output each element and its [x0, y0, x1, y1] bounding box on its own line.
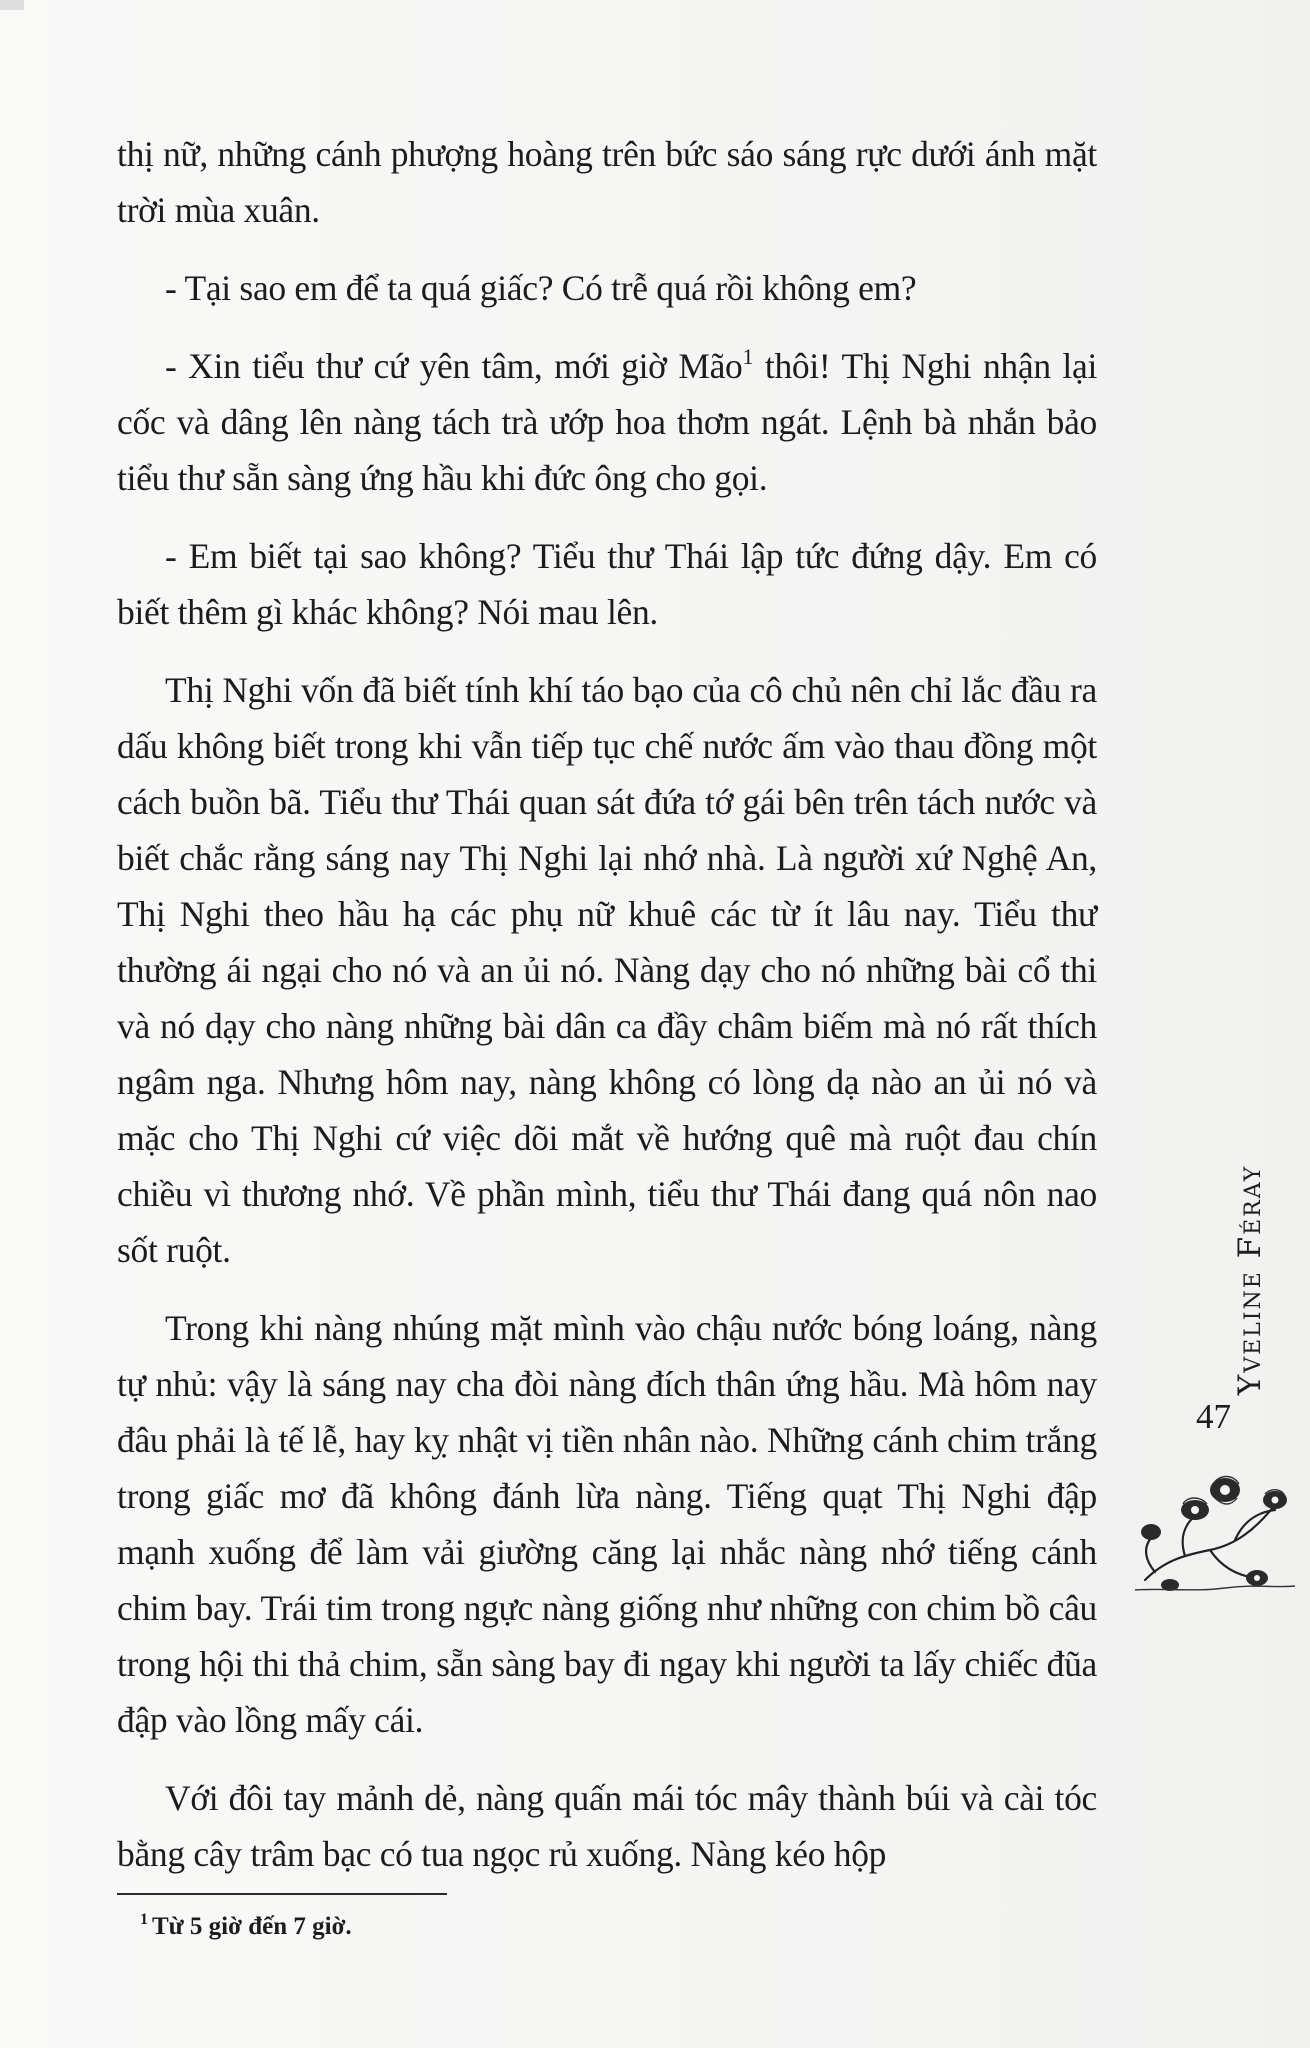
paragraph-5: Thị Nghi vốn đã biết tính khí táo bạo của cô chủ nên chỉ lắc đầu ra dấu không biết trong khi vẫn tiếp tục chế nước ấm vào thau đồng một cách buồn bã. Tiểu thư Thái quan sát đứa tớ gái bên trên tách nước và biết chắc rằng sáng nay Thị Nghi lại nhớ nhà. Là người xứ Nghệ An, Thị Nghi theo hầu hạ các phụ nữ khuê các từ ít lâu nay. Tiểu thư thường ái ngại cho nó và an ủi nó. Nàng dạy cho nó những bài cổ thi và nó dạy cho nàng những bài dân ca đầy châm biếm mà nó rất thích ngâm nga. Nhưng hôm nay, nàng không có lòng dạ nào an ủi nó và mặc cho Thị Nghi cứ việc dõi mắt về hướng quê mà ruột đau chín chiều vì thương nhớ. Về phần mình, tiểu thư Thái đang quá nôn nao sốt ruột. [117, 670, 1097, 1270]
paragraph-7: Với đôi tay mảnh dẻ, nàng quấn mái tóc mây thành búi và cài tóc bằng cây trâm bạc có tua ngọc rủ xuống. Nàng kéo hộp [117, 1778, 1097, 1874]
footnote-reference: 1 [742, 344, 754, 369]
paragraph-2: - Tại sao em để ta quá giấc? Có trễ quá rồi không em? [165, 268, 917, 308]
footnote [140, 1912, 352, 1942]
footnote-divider [117, 1893, 447, 1895]
running-head-author: Yveline Féray [1232, 1164, 1268, 1396]
paragraph-3 [117, 338, 1097, 506]
paragraph-1: thị nữ, những cánh phượng hoàng trên bức sáo sáng rực dưới ánh mặt trời mùa xuân. [117, 134, 1097, 230]
body-text [117, 126, 1097, 1904]
footnote-text: Từ 5 giờ đến 7 giờ. [152, 1913, 352, 1940]
paragraph-6: Trong khi nàng nhúng mặt mình vào chậu nước bóng loáng, nàng tự nhủ: vậy là sáng nay cha đòi nàng đích thân ứng hầu. Mà hôm nay đâu phải là tế lễ, hay kỵ nhật vị tiền nhân nào. Những cánh chim trắng trong giấc mơ đã không đánh lừa nàng. Tiếng quạt Thị Nghi đập mạnh xuống để làm vải giường căng lại nhắc nàng nhớ tiếng cánh chim bay. Trái tim trong ngực nàng giống như những con chim bồ câu trong hội thi thả chim, sẵn sàng bay đi ngay khi người ta lấy chiếc đũa đập vào lồng mấy cái. [117, 1308, 1097, 1740]
paragraph-3-part-1: - Xin tiểu thư cứ yên tâm, mới giờ Mão [165, 346, 743, 386]
page-number: 47 [1196, 1397, 1231, 1436]
paragraph-3-part-2: thôi! Thị Nghi nhận lại cốc và dâng lên nàng tách trà ướp hoa thơm ngát. Lệnh bà nhắn bảo tiểu thư sẵn sàng ứng hầu khi đức ông cho gọi. [117, 346, 1098, 498]
floral-ornament-icon [1125, 1460, 1305, 1600]
page-corner-mark [0, 0, 24, 10]
paragraph-4: - Em biết tại sao không? Tiểu thư Thái lập tức đứng dậy. Em có biết thêm gì khác không? Nói mau lên. [117, 536, 1097, 632]
footnote-marker: 1 [140, 1911, 148, 1928]
